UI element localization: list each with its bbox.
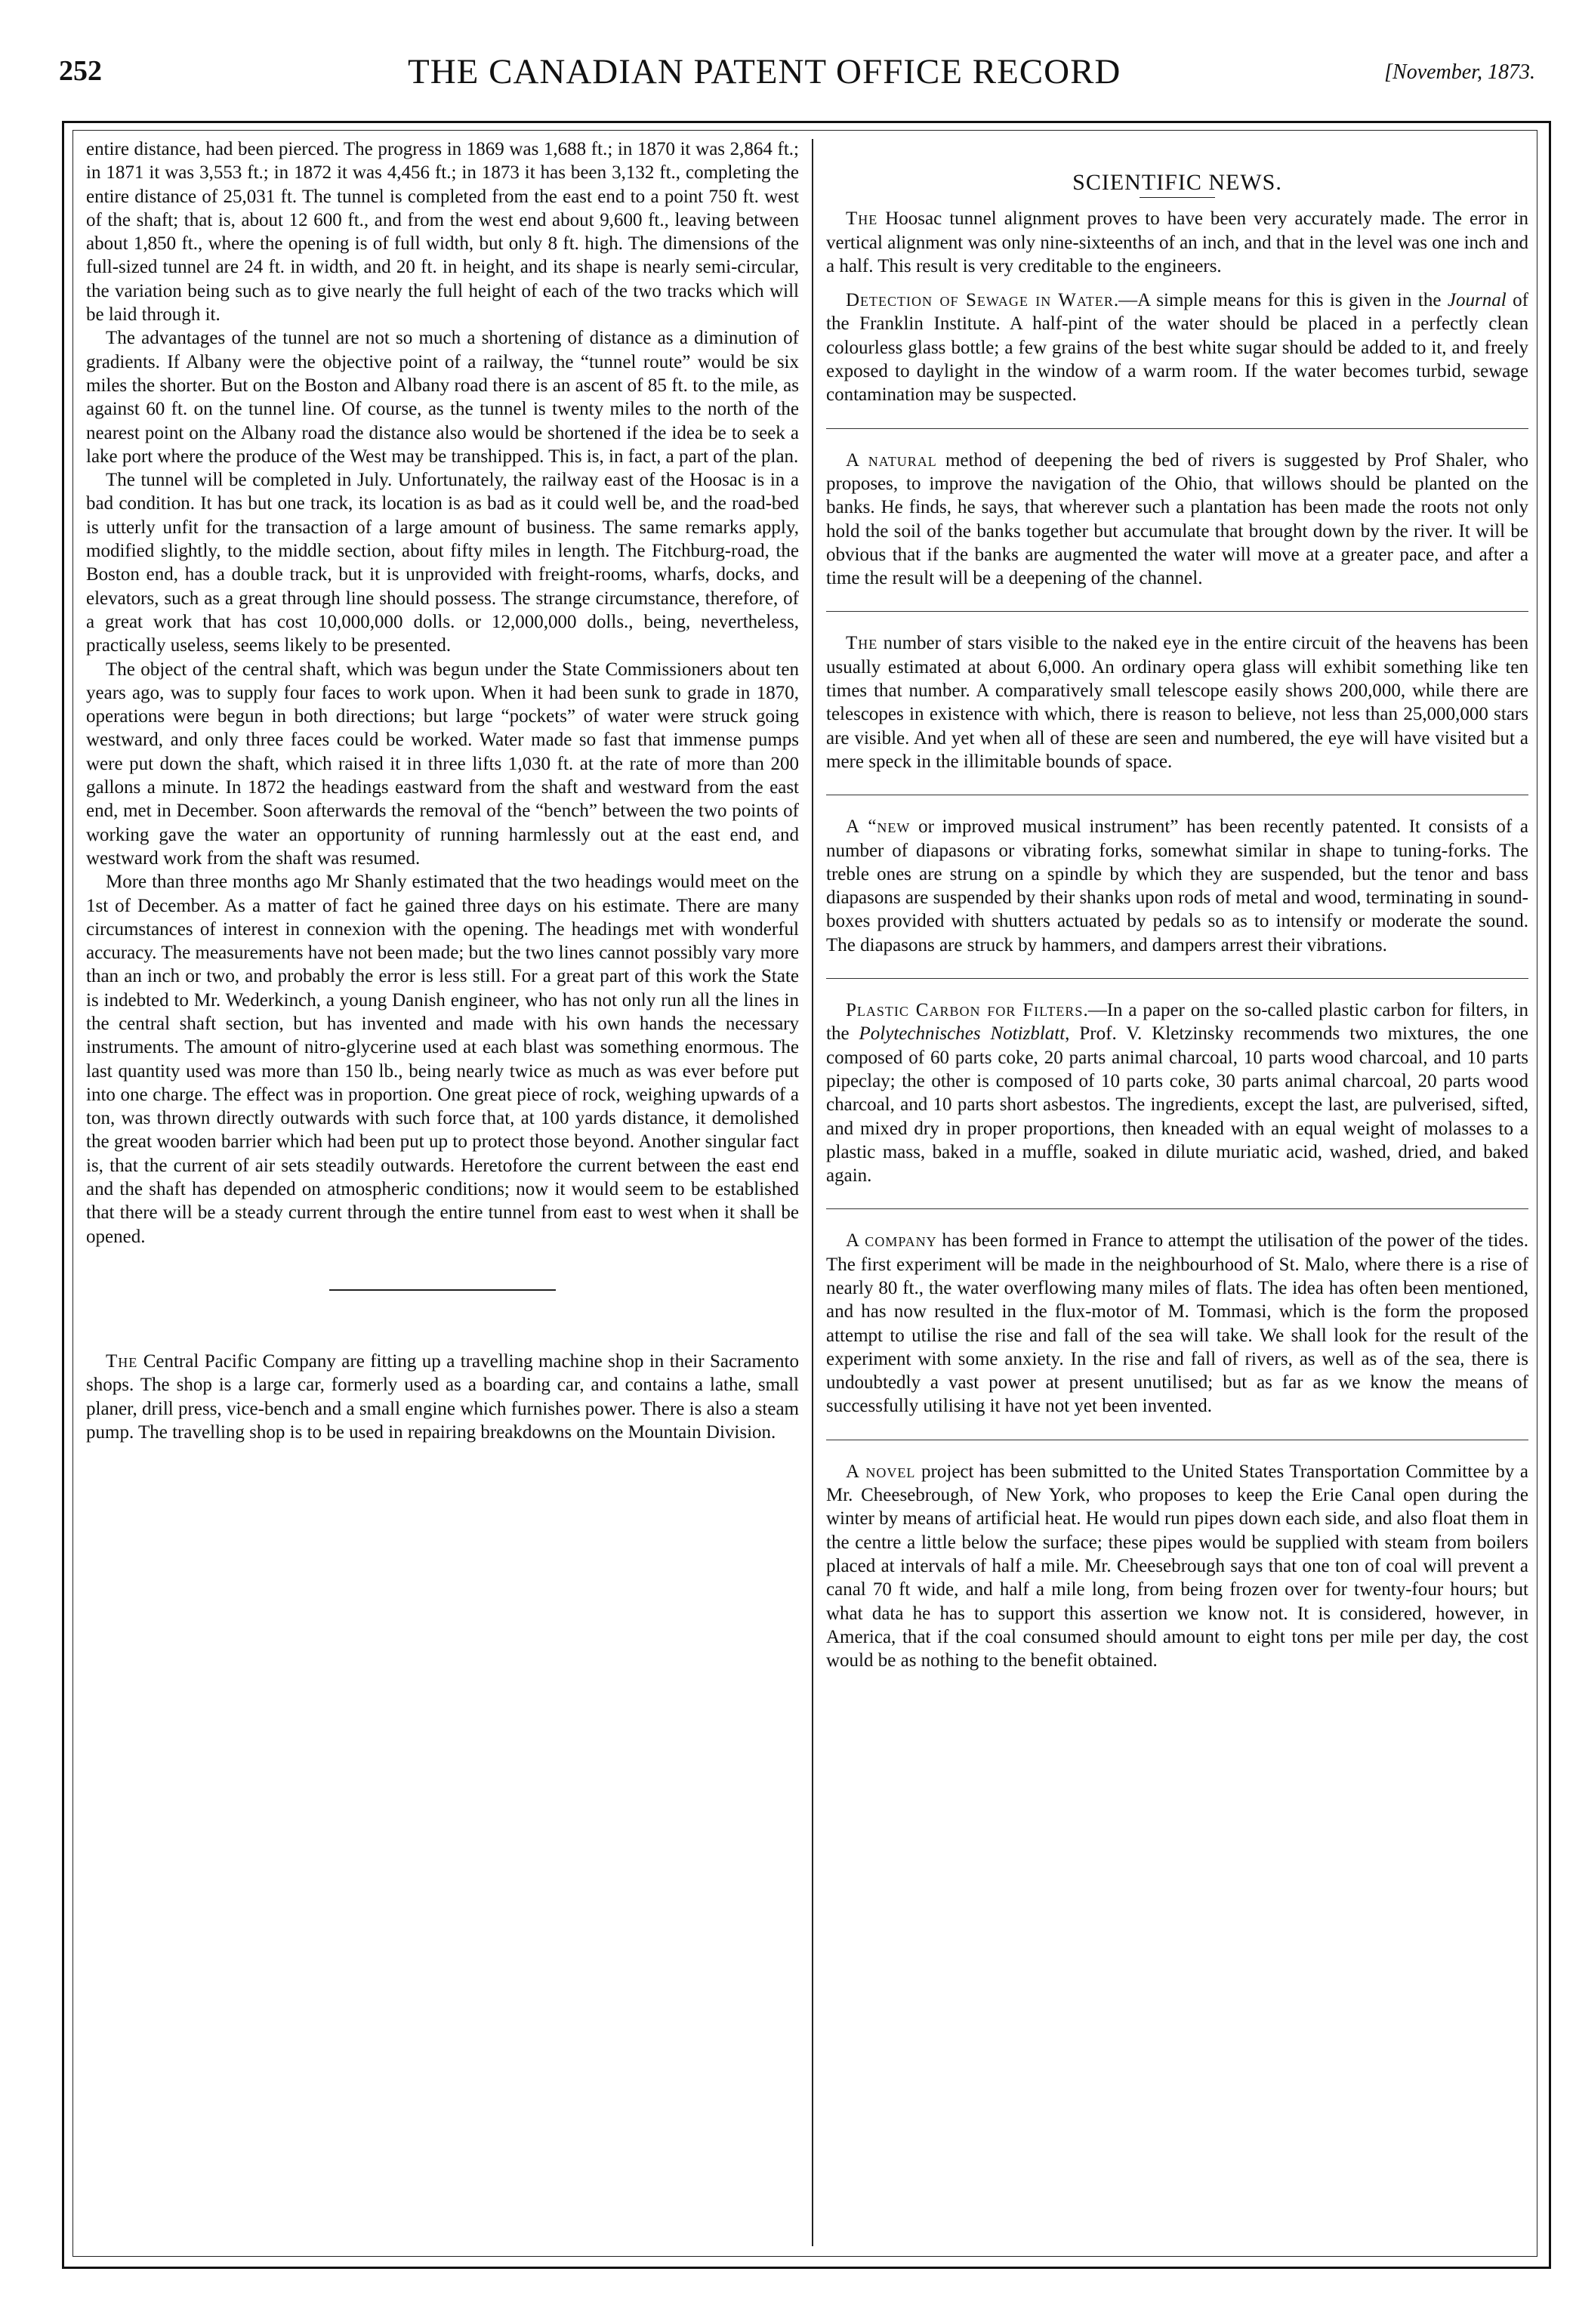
- pacific-lead: The: [106, 1350, 138, 1372]
- sewage-text-before: .—A simple means for this is given in the: [1113, 290, 1448, 311]
- natural-item: [826, 449, 1528, 591]
- right-column: [826, 137, 1528, 1672]
- plastic-text-after: , Prof. V. Kletzinsky recommends two mixtures, the one composed of 60 parts coke, 20 parts animal charcoal, 10 parts wood charcoal, and 10 parts pipeclay; the other is composed of 10 parts coke, 30 parts animal charcoal, 20 parts wood charcoal, and 10 parts short asbestos. The ingredients, except the last, are pulverised, sifted, and mixed dry in proper proportions, then kneaded with an equal weight of molasses to a plastic mass, baked in a muffle, soaked in dilute muriatic acid, washed, dried, and baked again.: [826, 1023, 1529, 1187]
- title-rule: [1140, 197, 1215, 198]
- tunnel-paragraph: More than three months ago Mr Shanly estimated that the two headings would meet on the 1st of December. As a matter of fact he gained three days on his estimate. There are many circumstances of interest in connexion with the opening. The headings met with wonderful accuracy. The measurements have not been made; but the two lines cannot possibly vary more than an inch or two, and probably the error is less still. For a great part of this work the State is indebted to Mr. Wederkinch, a young Danish engineer, who has not only run all the lines in the central shaft section, but has invented and made with his own hands the necessary instruments. The amount of nitro-glycerine used at each blast was something enormous. The last quantity used was more than 150 lb., being nearly twice as much as was ever before put into one charge. The effect was in proportion. One great piece of rock, weighing upwards of a ton, was thrown directly outwards with such force that, at 100 yards distance, it demolished the great wooden barrier which had been put up to protect those beyond. Another singular fact is, that the current of air sets steadily outwards. Heretofore the current between the east end and the shaft has depended on atmospheric conditions; now it would seem to be established that there will be a steady current through the entire tunnel from east to west when it shall be opened.: [86, 872, 799, 1247]
- page-header: [0, 54, 1576, 115]
- section-title: SCIENTIFIC NEWS.: [1072, 170, 1282, 195]
- pacific-text: Central Pacific Company are fitting up a travelling machine shop in their Sacramento shops. The shop is a large car, formerly used as a boarding car, and contains a lathe, small planer, drill press, vice-bench and a small engine which furnishes power. There is also a steam pump. The travelling shop is to be used in repairing breakdowns on the Mountain Division.: [86, 1350, 799, 1443]
- tunnel-paragraph: The tunnel will be completed in July. Unfortunately, the railway east of the Hoosac is in a bad condition. It has but one track, its location is as bad as it could well be, and the road-bed is utterly unfit for the transaction of a large amount of business. The same remarks apply, modified slightly, to the middle section, about fifty miles in length. The Fitchburg-road, the Boston end, has a double track, but it is unprovided with freight-rooms, wharfs, docks, and elevators, such as a great through line should possess. The strange circumstance, therefore, of a great work that has cost 10,000,000 dolls. or 12,000,000 dolls., being, nevertheless, practically useless, seems likely to be presented.: [86, 470, 799, 656]
- sewage-journal: Journal: [1447, 290, 1507, 311]
- tunnel-paragraph: The advantages of the tunnel are not so much a shortening of distance as a diminution of gradients. If Albany were the objective point of a railway, the “tunnel route” would be six miles the shorter. But on the Boston and Albany road there is an ascent of 85 ft. to the mile, as against 60 ft. on the tunnel line. Of course, as the tunnel is twenty miles to the north of the nearest point on the Albany road the distance also would be shortened if the idea be to seek a lake port where the produce of the West may be transhipped. This is, in fact, a part of the plan.: [86, 328, 799, 467]
- pacific-paragraph: [86, 1350, 799, 1444]
- natural-text: method of deepening the bed of rivers is suggested by Prof Shaler, who proposes, to improve the navigation of the Ohio, that willows should be planted on the banks. He finds, he says, that wherever such a plantation has been made the roots not only hold the soil of the banks together but accumulate that brought down by the river. It will be obvious that if the banks are augmented the water will move at a greater pace, and after a time the result will be a deepening of the channel.: [826, 449, 1528, 589]
- novel-item: [826, 1460, 1528, 1673]
- plastic-item: [826, 998, 1528, 1187]
- company-text: has been formed in France to attempt the utilisation of the power of the tides. The first experiment will be made in the neighbourhood of St. Malo, where there is a rise of nearly 80 ft., the water overflowing many miles of flats. The idea has often been mentioned, and has now resulted in the flux-motor of M. Tommasi, which is the form the proposed attempt to utilise the rise and fall of the sea will take. We shall look for the result of the experiment with some anxiety. In the rise and fall of rivers, as well as of the sea, there is undoubtedly a vast power at present unutilised; but as far as we know the means of successfully utilising it have not yet been invented.: [826, 1230, 1528, 1417]
- musical-text: or improved musical instrument” has been recently patented. It consists of a number of diapasons or vibrating forks, somewhat similar in shape to tuning-forks. The treble ones are strung on a spindle by which they are suspended, but the tenor and bass diapasons are suspended by their shanks upon rods of metal and wood, terminating in sound-boxes provided with shutters actuated by pedals so as to intensify or moderate the sound. The diapasons are struck by hammers, and dampers arrest their vibrations.: [826, 816, 1529, 955]
- hoosac-text: Hoosac tunnel alignment proves to have been very accurately made. The error in vertical alignment was only nine-sixteenths of an inch, and that in the level was one inch and a half. This result is very creditable to the engineers.: [826, 208, 1528, 276]
- hoosac-lead: The: [846, 208, 878, 230]
- natural-lead: A natural: [846, 449, 937, 471]
- musical-lead: A “new: [846, 816, 911, 838]
- left-column: [86, 137, 799, 1444]
- column-divider: [812, 139, 813, 2246]
- item-separator: [826, 428, 1528, 429]
- novel-lead: A novel: [846, 1461, 916, 1482]
- stars-item: [826, 631, 1528, 773]
- company-item: [826, 1229, 1528, 1418]
- tunnel-paragraph: entire distance, had been pierced. The progress in 1869 was 1,688 ft.; in 1870 it was 2,864 ft.; in 1871 it was 3,553 ft.; in 1872 it was 4,456 ft.; in 1873 it has been 3,132 ft., completing the entire distance of 25,031 ft. The tunnel is completed from the east end to a point 750 ft. west of the shaft; that is, about 12 600 ft., and from the west end about 9,600 ft., leaving between about 1,850 ft., where the opening is of full width, but only 8 ft. high. The dimensions of the full-sized tunnel are 24 ft. in width, and 20 ft. in height, and its shape is nearly semi-circular, the variation being such as to give nearly the full height of each of the two tracks which will be laid through it.: [86, 139, 799, 326]
- sewage-lead: Detection of Sewage in Water: [846, 290, 1114, 311]
- musical-item: [826, 815, 1528, 957]
- tunnel-paragraph: The object of the central shaft, which was begun under the State Commissioners about ten years ago, was to supply four faces to work upon. When it had been sunk to grade in 1870, operations were begun in both directions; but large “pockets” of water were struck going westward, and only three faces could be worked. Water made so fast that immense pumps were put down the shaft, which raised it in three lifts 1,030 ft. at the rate of more than 200 gallons a minute. In 1872 the headings eastward from the shaft and westward from the east end, met in December. Soon afterwards the removal of the “bench” between the two points of working gave the water an opportunity of running harmlessly out at the east end, and westward work from the shaft was resumed.: [86, 659, 799, 869]
- journal-title: THE CANADIAN PATENT OFFICE RECORD: [408, 52, 1121, 91]
- item-separator: [826, 978, 1528, 979]
- sewage-item: [826, 289, 1528, 406]
- hoosac-item: [826, 207, 1528, 278]
- article-separator: [329, 1289, 556, 1291]
- page-number: 252: [59, 55, 102, 87]
- stars-lead: The: [846, 633, 878, 654]
- item-separator: [826, 1208, 1528, 1209]
- item-separator: [826, 611, 1528, 612]
- issue-date: [November, 1873.: [1384, 60, 1535, 84]
- company-lead: A company: [846, 1230, 937, 1252]
- stars-text: number of stars visible to the naked eye in the entire circuit of the heavens has been usually estimated at about 6,000. An ordinary opera glass will exhibit something like ten times that number. A comparatively small telescope easily shows 200,000, while there are telescopes in existence with which, there is reason to believe, not less than 25,000,000 stars are visible. And yet when all of these are seen and numbered, the eye will have visited but a mere speck in the illimitable bounds of space.: [826, 633, 1528, 772]
- sewage-text-after: of the Franklin Institute. A half-pint of the water should be placed in a perfectly clean colourless glass bottle; a few grains of the best white sugar should be added to it, and freely exposed to daylight in the window of a warm room. If the water becomes turbid, sewage contamination may be suspected.: [826, 290, 1528, 406]
- plastic-journal: Polytechnisches Notizblatt: [859, 1023, 1066, 1045]
- plastic-text-before: .—In a paper on the so-called plastic carbon for filters, in the: [826, 1000, 1528, 1045]
- plastic-lead: Plastic Carbon for Filters: [846, 1000, 1084, 1021]
- novel-text: project has been submitted to the United States Transportation Committee by a Mr. Cheesebrough, of New York, who proposes to keep the Erie Canal open during the winter by means of artificial heat. He would run pipes down each side, and also float them in the centre a little below the surface; these pipes would be supplied with steam from boilers placed at intervals of half a mile. Mr. Cheesebrough says that one ton of coal will prevent a canal 70 ft wide, and half a mile long, from being frozen over for twenty-four hours; but what data he has to support this assertion we know not. It is considered, however, in America, that if the coal consumed should amount to eight tons per mile per day, the cost would be as nothing to the benefit obtained.: [826, 1461, 1528, 1671]
